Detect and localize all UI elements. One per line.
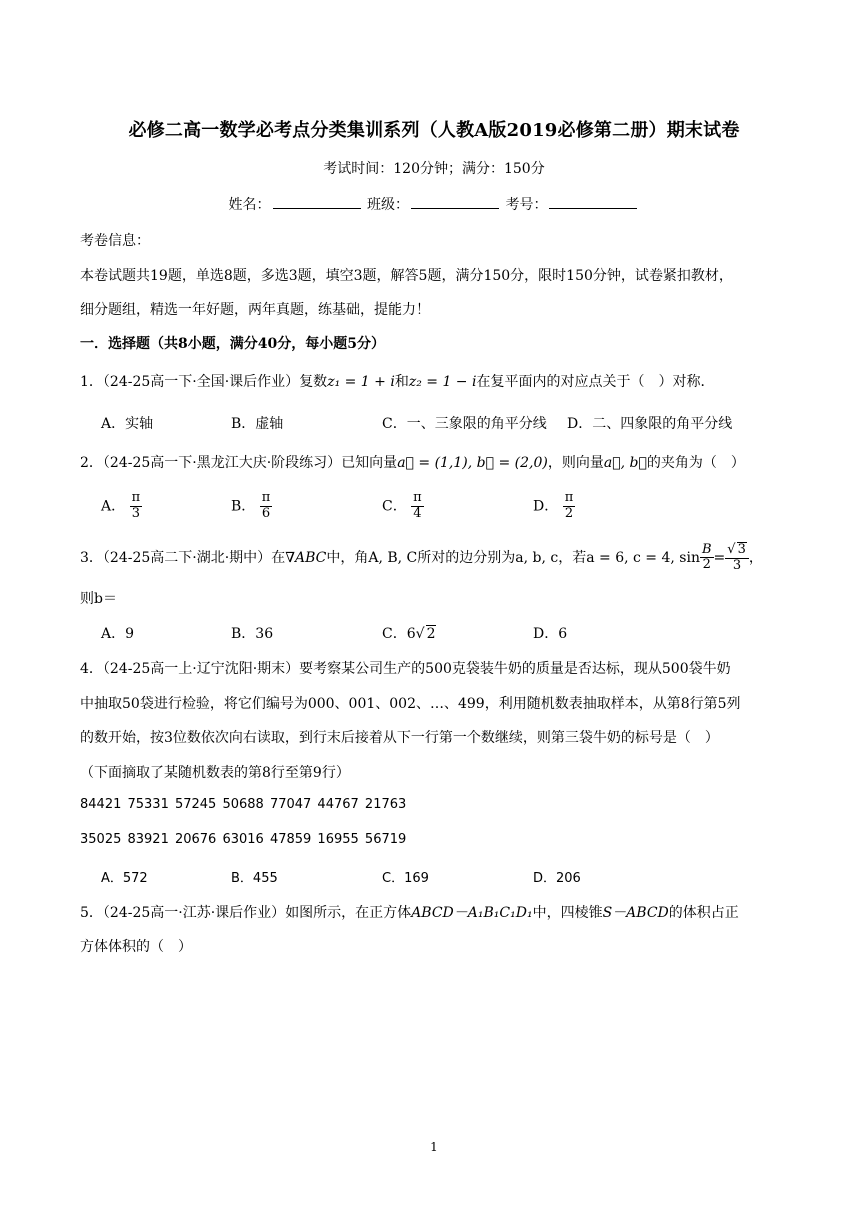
question-5 bbox=[80, 902, 739, 922]
class-label: 班级： bbox=[367, 197, 409, 213]
student-fields bbox=[0, 194, 868, 214]
q3-option-a[interactable]: A．9 bbox=[101, 626, 135, 642]
q4-line-3: 的数开始，按3位数依次向右读取，到行末后接着从下一行第一个数继续，则第三袋牛奶的标号是（ ） bbox=[80, 730, 719, 746]
q4-random-row-8: 84421 75331 57245 50688 77047 44767 21763 bbox=[80, 797, 407, 812]
class-blank[interactable] bbox=[411, 196, 499, 209]
q3-rhs: $\frac{√ 3}{3}$ bbox=[725, 542, 749, 574]
q2-source: （24-25高一下·黑龙江大庆·阶段练习） bbox=[102, 455, 342, 471]
q4-line-2: 中抽取50袋进行检验，将它们编号为000、001、002、…、499，利用随机数表抽取样本，从第8行第5列 bbox=[80, 696, 741, 712]
q1-number: 1． bbox=[80, 374, 103, 390]
q1-source: （24-25高一下·全国·课后作业） bbox=[102, 374, 300, 390]
q2-text-c: 的夹角为（ ） bbox=[646, 455, 745, 471]
q3-number: 3． bbox=[80, 549, 103, 566]
info-heading: 考卷信息： bbox=[80, 233, 150, 249]
section-heading: 一．选择题（共8小题，满分40分，每小题5分） bbox=[80, 336, 385, 352]
q1-z2: z₂ = 1 − i bbox=[408, 374, 477, 390]
q1-option-c[interactable]: C．一、三象限的角平分线 bbox=[382, 416, 547, 432]
q5-pyramid: S－ABCD bbox=[602, 905, 669, 921]
info-text-2: 细分题组，精选一年好题，两年真题，练基础，提能力！ bbox=[80, 302, 430, 318]
q4-random-row-9: 35025 83921 20676 63016 47859 16955 56719 bbox=[80, 832, 407, 847]
q1-text-b: 和 bbox=[394, 374, 409, 390]
q3-line-2: 则b＝ bbox=[80, 591, 117, 607]
q5-number: 5． bbox=[80, 905, 103, 921]
q4-line-1: 4．（24-25高一上·辽宁沈阳·期末）要考察某公司生产的500克袋装牛奶的质量是否达标，现从500袋牛奶 bbox=[80, 661, 731, 677]
q3-option-b[interactable]: B．36 bbox=[231, 626, 274, 642]
exam-info-line: 考试时间：120分钟；满分：150分 bbox=[323, 161, 545, 177]
q1-text-a: 复数 bbox=[299, 374, 328, 390]
q2-vectors: a⃗ = (1,1), b⃗ = (2,0) bbox=[397, 455, 548, 471]
q5-text-a: 如图所示，在正方体 bbox=[285, 905, 412, 921]
q4-option-b[interactable]: B．455 bbox=[231, 871, 278, 886]
q5-source: （24-25高一·江苏·课后作业） bbox=[102, 905, 286, 921]
page-title: 必修二高一数学必考点分类集训系列（人教A版2019必修第二册）期末试卷 bbox=[128, 120, 740, 141]
name-blank[interactable] bbox=[273, 196, 361, 209]
q5-text-b: 中，四棱锥 bbox=[532, 905, 603, 921]
q2-option-a[interactable]: A． $\frac{\pi}{3}$ bbox=[101, 490, 141, 521]
q2-option-c[interactable]: C． $\frac{\pi}{4}$ bbox=[382, 490, 422, 521]
page-number: 1 bbox=[430, 1140, 438, 1154]
q2-option-d[interactable]: D． $\frac{\pi}{2}$ bbox=[533, 490, 574, 521]
q1-text-c: 在复平面内的对应点关于（ ）对称． bbox=[476, 374, 715, 390]
q3-half-angle: $\frac{B}{2}$ bbox=[701, 541, 712, 573]
id-label: 考号： bbox=[505, 197, 548, 213]
question-1 bbox=[80, 371, 714, 391]
question-3 bbox=[80, 542, 763, 574]
q1-option-d[interactable]: D．二、四象限的角平分线 bbox=[567, 416, 733, 432]
q3-option-c[interactable]: C．6√ 2 bbox=[382, 626, 436, 642]
q3-text-a: 在 bbox=[271, 549, 286, 566]
q3-source: （24-25高二下·湖北·期中） bbox=[102, 549, 272, 566]
q4-line-4: （下面摘取了某随机数表的第8行至第9行） bbox=[80, 765, 350, 781]
q5-cube: ABCD－A₁B₁C₁D₁ bbox=[411, 905, 533, 921]
q3-option-d[interactable]: D．6 bbox=[533, 626, 568, 642]
q1-z1: z₁ = 1 + i bbox=[327, 374, 395, 390]
q4-option-a[interactable]: A．572 bbox=[101, 871, 148, 886]
name-label: 姓名： bbox=[228, 197, 271, 213]
q2-number: 2． bbox=[80, 455, 103, 471]
q3-tail: ， bbox=[748, 549, 763, 566]
q4-option-d[interactable]: D．206 bbox=[533, 871, 581, 886]
q3-given: a = 6, c = 4, bbox=[586, 549, 675, 566]
info-text-1: 本卷试题共19题，单选8题，多选3题，填空3题，解答5题，满分150分，限时150分钟，试卷紧扣教材， bbox=[80, 268, 733, 284]
q1-option-a[interactable]: A．实轴 bbox=[101, 416, 154, 432]
question-2 bbox=[80, 452, 745, 472]
q3-triangle: ∇ABC bbox=[285, 549, 327, 566]
q3-text-d: ，若 bbox=[558, 549, 587, 566]
q2-text-a: 已知向量 bbox=[341, 455, 398, 471]
q2-text-b: ，则向量 bbox=[547, 455, 604, 471]
q5-text-c: 的体积占正 bbox=[668, 905, 739, 921]
q5-line-2: 方体体积的（ ） bbox=[80, 939, 192, 955]
q2-option-b[interactable]: B． $\frac{\pi}{6}$ bbox=[231, 490, 271, 521]
q3-sin: sin bbox=[679, 549, 700, 566]
q3-eq: = bbox=[713, 549, 726, 566]
q3-text-c: 所对的边分别为 bbox=[417, 549, 516, 566]
q3-text-b: 中，角 bbox=[326, 549, 369, 566]
id-blank[interactable] bbox=[549, 196, 637, 209]
q3-angles: A, B, C bbox=[368, 549, 418, 566]
q2-pair: a⃗, b⃗ bbox=[603, 455, 647, 471]
q4-option-c[interactable]: C．169 bbox=[382, 871, 429, 886]
q3-sides: a, b, c bbox=[515, 549, 559, 566]
q1-option-b[interactable]: B．虚轴 bbox=[231, 416, 284, 432]
